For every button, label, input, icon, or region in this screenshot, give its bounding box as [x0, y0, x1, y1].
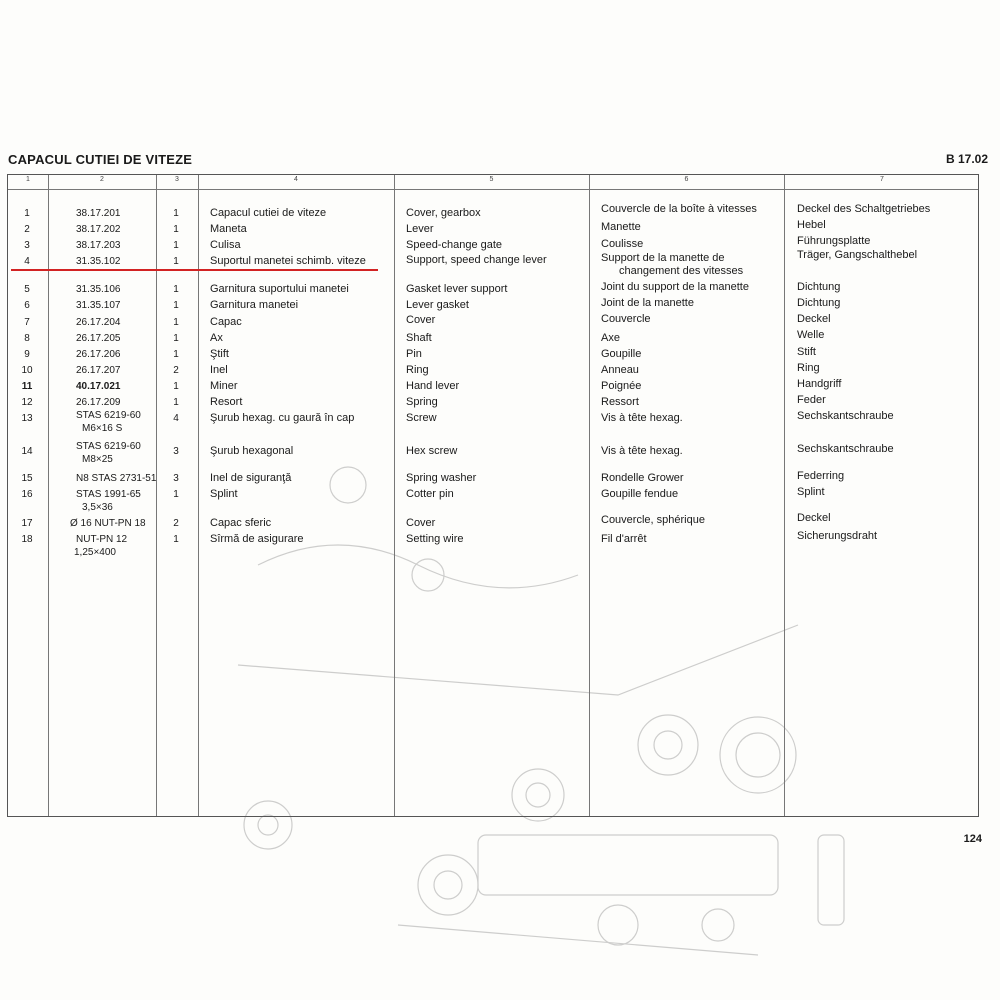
name-en: Spring washer: [406, 472, 477, 484]
name-ro: Ştift: [210, 348, 229, 360]
name-en: Cover: [406, 517, 436, 529]
column-header: 2: [100, 176, 104, 183]
name-de: Handgriff: [797, 378, 842, 390]
page-title: CAPACUL CUTIEI DE VITEZE: [8, 152, 193, 167]
name-fr: Goupille: [601, 348, 642, 360]
name-ro: Culisa: [210, 239, 241, 251]
name-fr: Ressort: [601, 396, 639, 408]
name-fr: Poignée: [601, 380, 642, 392]
item-number: 18: [21, 534, 33, 545]
column-divider: [394, 175, 395, 816]
item-number: 15: [21, 473, 33, 484]
header-divider: [8, 189, 978, 190]
name-fr: Support de la manette de: [601, 252, 725, 264]
name-en: Screw: [406, 412, 437, 424]
part-code: STAS 1991-65: [76, 489, 141, 500]
name-de: Feder: [797, 394, 826, 406]
name-de: Deckel: [797, 512, 831, 524]
name-ro: Ax: [210, 332, 223, 344]
part-code-line2: M6×16 S: [82, 423, 123, 434]
quantity: 1: [173, 397, 179, 408]
part-code: NUT-PN 12: [76, 534, 128, 545]
item-number: 14: [21, 446, 33, 457]
item-number: 2: [24, 224, 30, 235]
part-code: 38.17.203: [76, 240, 121, 251]
section-code: B 17.02: [945, 152, 988, 166]
name-fr: Axe: [601, 332, 620, 344]
name-de: Splint: [797, 486, 825, 498]
column-divider: [784, 175, 785, 816]
part-code: 38.17.201: [76, 208, 121, 219]
name-de: Federring: [797, 470, 845, 482]
name-en: Cover: [406, 314, 436, 326]
part-code-line2: 1,25×400: [74, 547, 116, 558]
quantity: 1: [173, 300, 179, 311]
part-code: 31.35.106: [76, 284, 121, 295]
name-en: Support, speed change lever: [406, 254, 547, 266]
part-code: 26.17.207: [76, 365, 121, 376]
column-header: 4: [294, 176, 298, 183]
name-ro: Capacul cutiei de viteze: [210, 207, 327, 219]
exploded-view-drawing: [198, 365, 958, 975]
column-divider: [48, 175, 49, 816]
name-ro: Maneta: [210, 223, 247, 235]
item-number: 5: [24, 284, 30, 295]
name-ro: Inel: [210, 364, 228, 376]
part-code: STAS 6219-60: [76, 410, 141, 421]
quantity: 4: [173, 413, 179, 424]
column-header: 7: [880, 176, 884, 183]
quantity: 1: [173, 381, 179, 392]
name-de: Sechskantschraube: [797, 410, 894, 422]
column-divider: [198, 175, 199, 816]
name-en: Gasket lever support: [406, 283, 508, 295]
quantity: 2: [173, 518, 179, 529]
name-ro: Şurub hexag. cu gaură în cap: [210, 412, 355, 424]
name-de: Führungsplatte: [797, 235, 871, 247]
name-en: Shaft: [406, 332, 432, 344]
item-number: 6: [24, 300, 30, 311]
item-number: 1: [24, 208, 30, 219]
item-number: 10: [21, 365, 33, 376]
name-ro: Splint: [210, 488, 238, 500]
name-fr: Couvercle, sphérique: [601, 514, 705, 526]
name-en: Cotter pin: [406, 488, 454, 500]
name-en: Lever gasket: [406, 299, 469, 311]
quantity: 1: [173, 284, 179, 295]
name-fr: Coulisse: [601, 238, 644, 250]
quantity: 3: [173, 446, 179, 457]
name-fr: Goupille fendue: [601, 488, 679, 500]
quantity: 3: [173, 473, 179, 484]
quantity: 1: [173, 349, 179, 360]
item-number: 11: [21, 381, 33, 392]
quantity: 2: [173, 365, 179, 376]
name-de: Stift: [797, 346, 816, 358]
item-number: 17: [21, 518, 33, 529]
quantity: 1: [173, 317, 179, 328]
name-de: Dichtung: [797, 297, 841, 309]
name-de: Deckel des Schaltgetriebes: [797, 203, 931, 215]
name-en: Pin: [406, 348, 422, 360]
name-de: Träger, Gangschalthebel: [797, 249, 918, 261]
name-fr: Joint de la manette: [601, 297, 694, 309]
quantity: 1: [173, 208, 179, 219]
column-header: 1: [26, 176, 30, 183]
name-de: Dichtung: [797, 281, 841, 293]
name-fr: Fil d'arrêt: [601, 533, 647, 545]
name-en: Cover, gearbox: [406, 207, 481, 219]
name-de: Sicherungsdraht: [797, 530, 878, 542]
name-ro: Resort: [210, 396, 243, 408]
name-de: Hebel: [797, 219, 826, 231]
part-code: 26.17.205: [76, 333, 121, 344]
name-fr-line2: changement des vitesses: [619, 265, 744, 277]
part-code: 26.17.204: [76, 317, 121, 328]
part-code: 40.17.021: [76, 381, 121, 392]
name-en: Ring: [406, 364, 429, 376]
name-en: Hex screw: [406, 445, 458, 457]
name-en: Hand lever: [406, 380, 460, 392]
page-number: 124: [963, 833, 982, 845]
part-code: 38.17.202: [76, 224, 121, 235]
name-ro: Miner: [210, 380, 238, 392]
name-fr: Anneau: [601, 364, 639, 376]
item-number: 8: [24, 333, 30, 344]
name-ro: Suportul manetei schimb. viteze: [210, 255, 366, 267]
name-fr: Vis à tête hexag.: [601, 445, 683, 457]
item-number: 9: [24, 349, 30, 360]
part-code-line2: 3,5×36: [82, 502, 113, 513]
quantity: 1: [173, 534, 179, 545]
name-ro: Capac: [210, 316, 242, 328]
part-code: 31.35.107: [76, 300, 121, 311]
name-ro: Şurub hexagonal: [210, 445, 294, 457]
quantity: 1: [173, 333, 179, 344]
name-de: Deckel: [797, 313, 831, 325]
name-ro: Garnitura suportului manetei: [210, 283, 349, 295]
name-fr: Manette: [601, 221, 641, 233]
item-number: 7: [24, 317, 30, 328]
name-en: Speed-change gate: [406, 239, 503, 251]
name-ro: Sîrmă de asigurare: [210, 533, 304, 545]
name-en: Spring: [406, 396, 438, 408]
column-divider: [589, 175, 590, 816]
item-number: 4: [24, 256, 30, 267]
part-code: Ø 16 NUT-PN 18: [70, 518, 146, 529]
item-number: 16: [21, 489, 33, 500]
quantity: 1: [173, 224, 179, 235]
part-code: N8 STAS 2731-51: [76, 473, 157, 484]
column-header: 5: [489, 176, 494, 183]
item-number: 12: [21, 397, 33, 408]
item-number: 3: [24, 240, 30, 251]
name-ro: Inel de siguranţă: [210, 472, 292, 484]
name-fr: Couvercle de la boîte à vitesses: [601, 203, 757, 215]
part-code: 31.35.102: [76, 256, 121, 267]
name-de: Welle: [797, 329, 825, 341]
name-fr: Vis à tête hexag.: [601, 412, 683, 424]
name-de: Sechskantschraube: [797, 443, 894, 455]
red-underline-annotation: [11, 269, 378, 271]
name-ro: Garnitura manetei: [210, 299, 299, 311]
name-fr: Joint du support de la manette: [601, 281, 749, 293]
part-code: 26.17.206: [76, 349, 121, 360]
name-de: Ring: [797, 362, 820, 374]
part-code: STAS 6219-60: [76, 441, 141, 452]
part-code-line2: M8×25: [82, 454, 113, 465]
column-header: 3: [175, 176, 179, 183]
name-ro: Capac sferic: [210, 517, 272, 529]
quantity: 1: [173, 489, 179, 500]
part-code: 26.17.209: [76, 397, 121, 408]
item-number: 13: [21, 413, 33, 424]
name-fr: Couvercle: [601, 313, 651, 325]
name-fr: Rondelle Grower: [601, 472, 684, 484]
column-header: 6: [684, 176, 689, 183]
name-en: Lever: [406, 223, 434, 235]
name-en: Setting wire: [406, 533, 464, 545]
quantity: 1: [173, 256, 179, 267]
quantity: 1: [173, 240, 179, 251]
